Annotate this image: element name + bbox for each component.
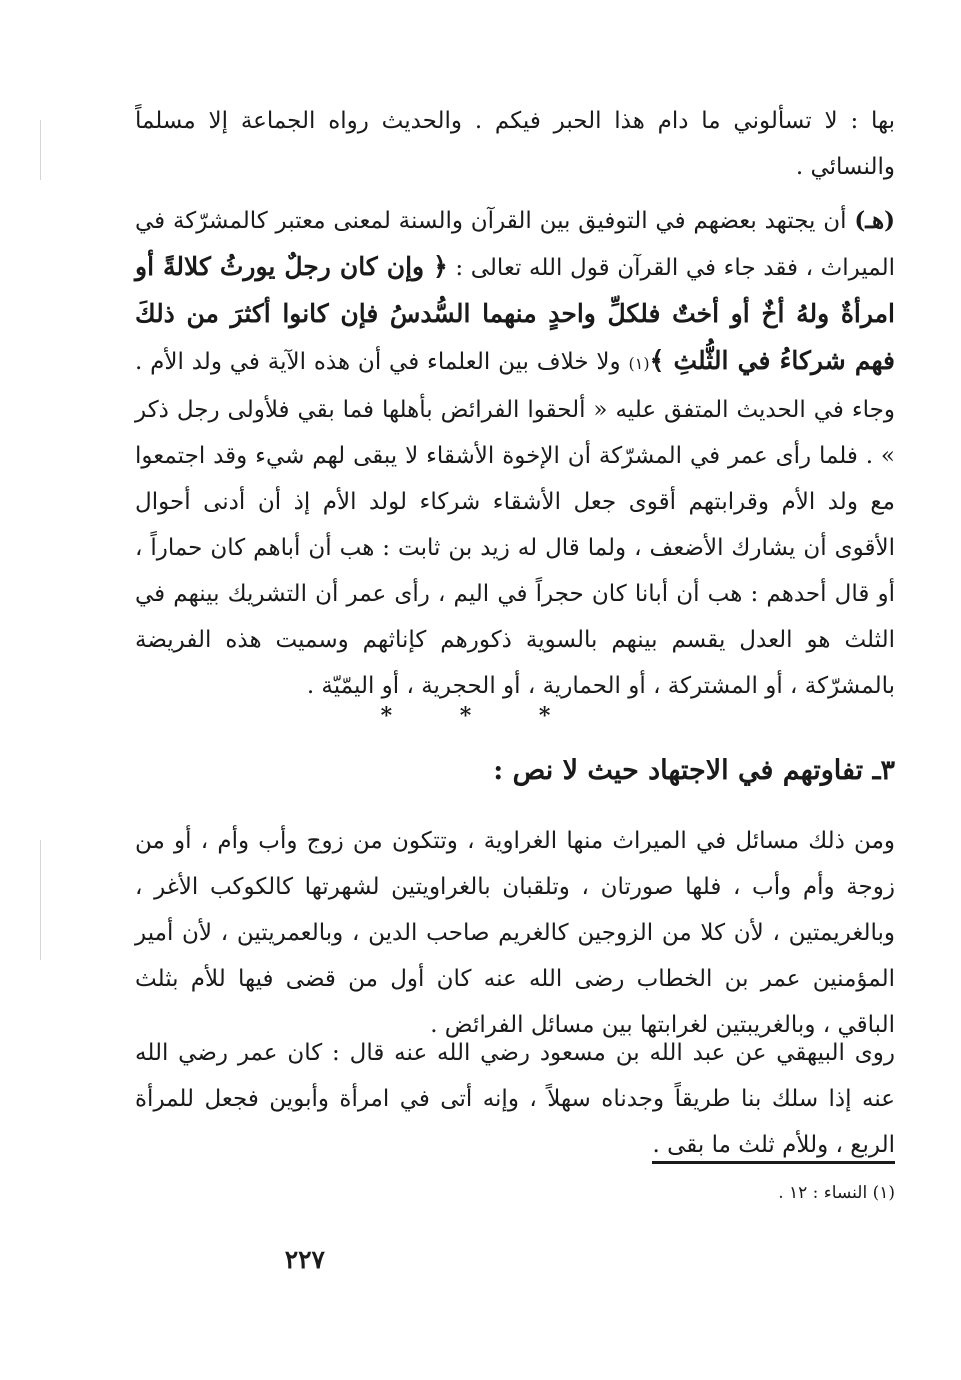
scan-artifact-line <box>40 120 41 180</box>
scan-artifact-line <box>40 840 41 960</box>
footnote-reference: (١) <box>628 354 650 373</box>
paragraph-text: أن يجتهد بعضهم في التوفيق بين القرآن والسنة لمعنى معتبر كالمشرّكة في الميراث ، فقد جاء في القرآن قول الله تعالى : <box>135 208 895 281</box>
paragraph-text: روى البيهقي عن عبد الله بن مسعود رضي الله عنه قال : كان عمر رضي الله عنه إذا سلك بنا طريقاً وجدناه سهلاً ، وإنه أتى في امرأة وأبوين فجعل للمرأة الربع ، وللأم ثلث ما بقى . <box>135 1040 895 1158</box>
paragraph-text: ولا خلاف بين العلماء في أن هذه الآية في ولد الأم . وجاء في الحديث المتفق عليه « ألحقوا الفرائض بأهلها فما بقي فلأولى رجل ذكر » . فلما رأى عمر في المشرّكة أن الإخوة الأشقاء لا يبقى لهم شيء وقد اجتمعوا مع ولد الأم وقرابتهم أقوى جعل الأشقاء شركاء لولد الأم إذ أن أدنى أحوال الأقوى أن يشارك الأضعف ، ولما قال له زيد بن ثابت : هب أن أباهم كان حماراً ، أو قال أحدهم : هب أن أبانا كان حجراً في اليم ، رأى عمر أن التشريك بينهم في الثلث هو العدل يقسم بينهم بالسوية ذكورهم كإناثهم وسميت هذه الفريضة بالمشرّكة ، أو المشتركة ، أو الحمارية ، أو الحجرية ، أو اليمّيّة . <box>135 349 895 699</box>
paragraph-text: بها : لا تسألوني ما دام هذا الحبر فيكم . والحديث رواه الجماعة إلا مسلماً والنسائي . <box>135 108 895 180</box>
section-heading: ٣ـ تفاوتهم في الاجتهاد حيث لا نص : <box>493 755 895 786</box>
paragraph-text: ومن ذلك مسائل في الميراث منها الغراوية ، وتتكون من زوج وأب وأم ، أو من زوجة وأم وأب ، فلها صورتان ، وتلقبان بالغراويتين لشهرتها كالكوكب الأغر ، وبالغريمتين ، لأن كلا من الزوجين كالغريم صاحب الدين ، وبالعمريتين ، لأن أمير المؤمنين عمر بن الخطاب رضى الله عنه كان أول من قضى فيها للأم بثلث الباقي ، وبالغريبتين لغرابتها بين مسائل الفرائض . <box>135 828 895 1038</box>
item-label: (هـ) <box>854 207 896 234</box>
footnote-divider <box>652 1161 895 1164</box>
page-number-row <box>135 1245 895 1274</box>
section-separator: * * * <box>380 703 581 729</box>
paragraph-mushtaraka <box>135 198 895 709</box>
paragraph-bayhaqi <box>135 1030 895 1168</box>
page-number: ٢٢٧ <box>284 1245 325 1274</box>
paragraph-hadith-end <box>135 98 895 190</box>
paragraph-gharawiya <box>135 818 895 1048</box>
quran-verse: ﴿ وإن كان رجلٌ يورثُ كلالةً أو امرأةٌ ولهُ أخٌ أو أختٌ فلكلِّ واحدٍ منهما السُّدسُ فإن كانوا أكثرَ من ذلكَ فهم شركاءُ في الثُّلثِ ﴾ <box>135 252 896 375</box>
footnote: (١) النساء : ١٢ . <box>778 1183 895 1203</box>
